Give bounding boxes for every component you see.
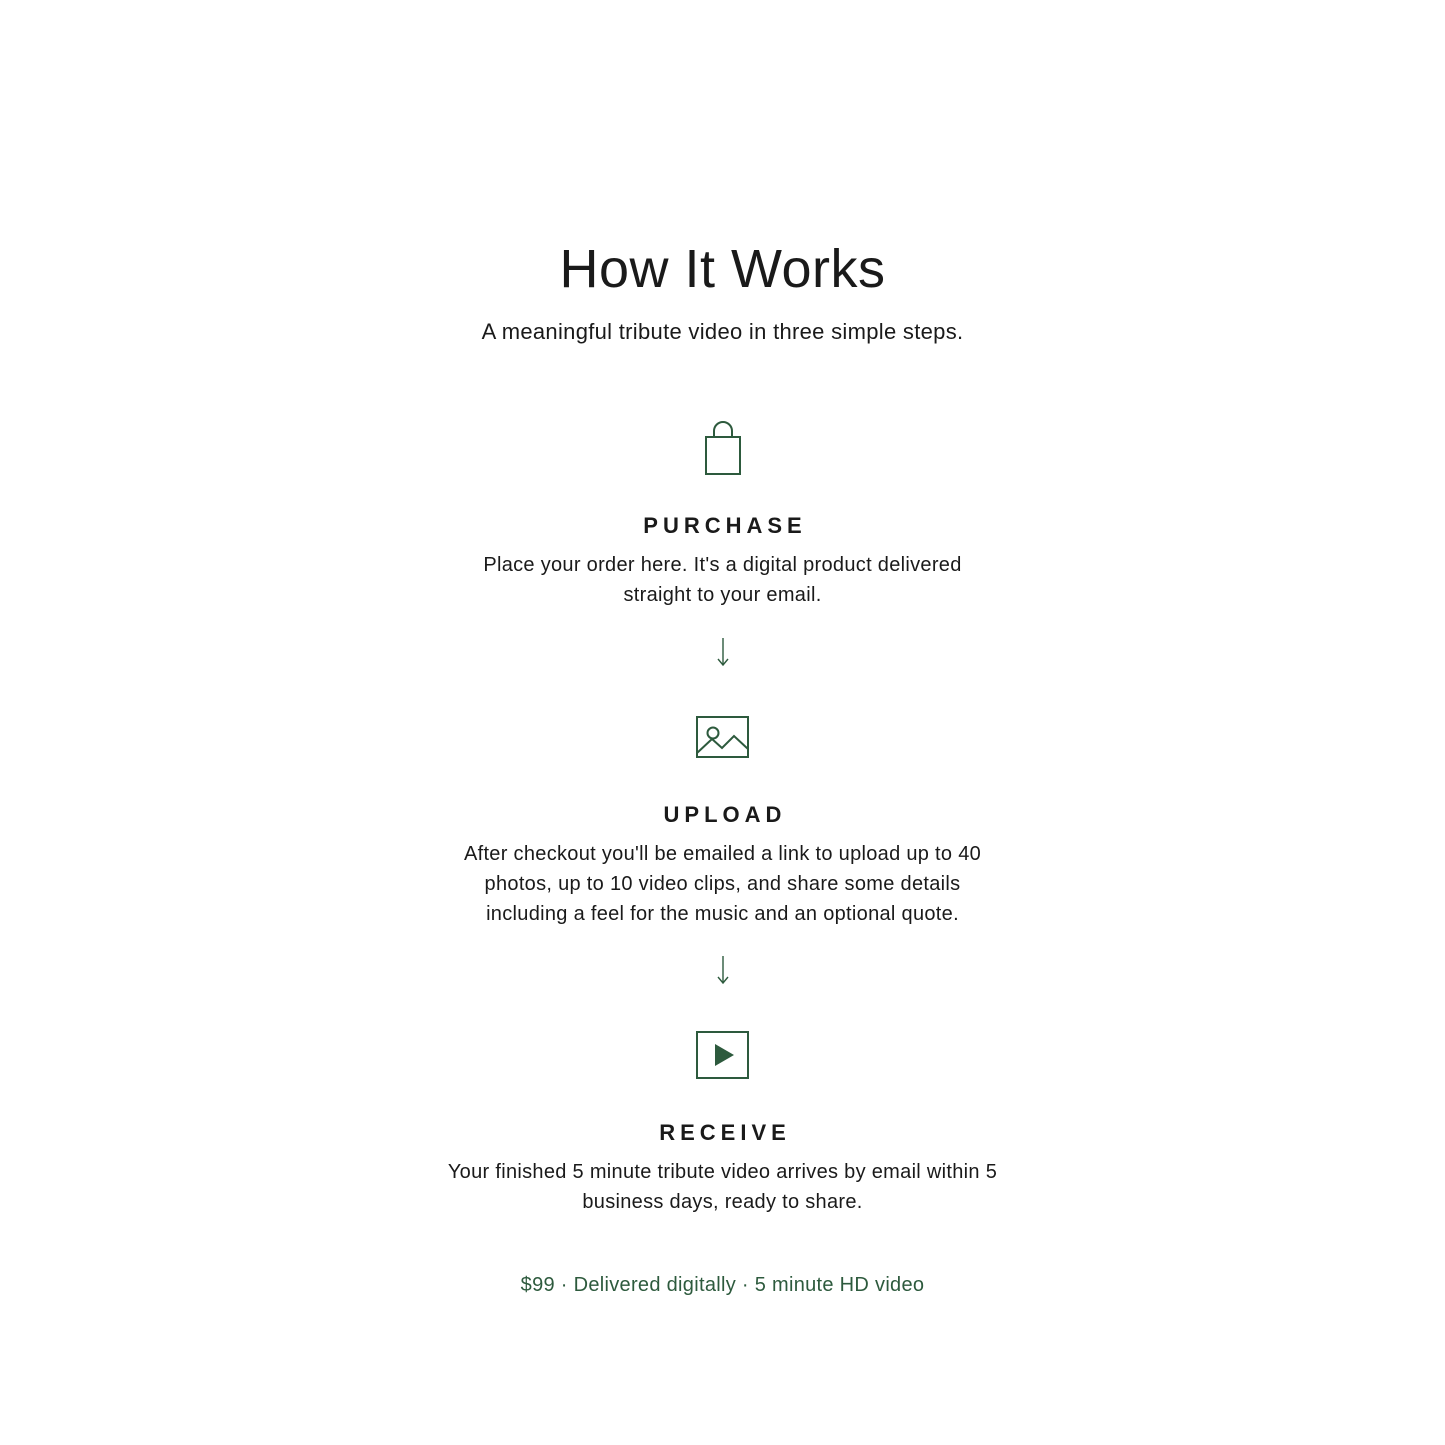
shopping-bag-icon	[703, 421, 743, 477]
page-title: How It Works	[559, 239, 886, 299]
pricing-summary: $99 · Delivered digitally · 5 minute HD video	[520, 1274, 925, 1296]
step-text-purchase: Place your order here. It's a digital product delivered straight to your email.	[483, 554, 962, 606]
step-heading-purchase: PURCHASE	[643, 513, 807, 538]
down-arrow-icon	[713, 954, 733, 986]
step-text-upload: After checkout you'll be emailed a link to upload up to 40 photos, up to 10 video clips, and share some details including a feel for the music and an optional quote.	[463, 843, 982, 925]
step-text-receive: Your finished 5 minute tribute video arrives by email within 5 business days, ready to share.	[447, 1161, 998, 1213]
image-icon	[695, 715, 751, 761]
step-heading-receive: RECEIVE	[659, 1120, 791, 1145]
step-heading-upload: UPLOAD	[663, 802, 787, 827]
play-icon	[695, 1030, 751, 1082]
page-subtitle: A meaningful tribute video in three simple steps.	[481, 319, 964, 344]
down-arrow-icon	[713, 636, 733, 668]
